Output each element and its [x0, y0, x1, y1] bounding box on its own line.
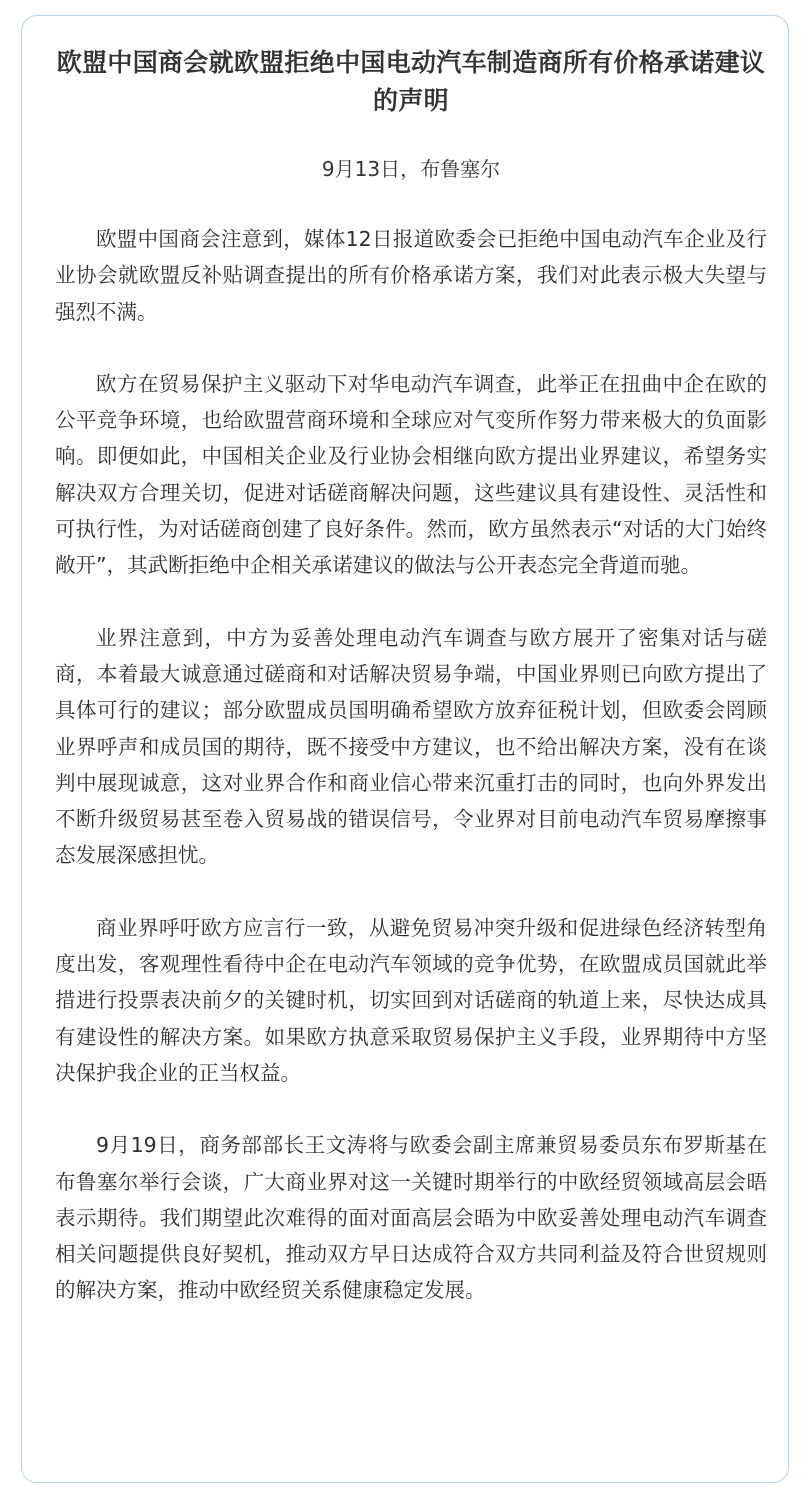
paragraph-1: 欧盟中国商会注意到，媒体12日报道欧委会已拒绝中国电动汽车企业及行业协会就欧盟反补贴调查提出的所有价格承诺方案，我们对此表示极大失望与强烈不满。	[55, 227, 767, 324]
statement-content	[55, 16, 767, 1309]
statement-card	[21, 15, 789, 1483]
paragraph-3: 业界注意到，中方为妥善处理电动汽车调查与欧方展开了密集对话与磋商，本着最大诚意通过磋商和对话解决贸易争端，中国业界则已向欧方提出了具体可行的建议；部分欧盟成员国明确希望欧方放弃征税计划，但欧委会罔顾业界呼声和成员国的期待，既不接受中方建议，也不给出解决方案，没有在谈判中展现诚意，这对业界合作和商业信心带来沉重打击的同时，也向外界发出不断升级贸易甚至卷入贸易战的错误信号，令业界对目前电动汽车贸易摩擦事态发展深感担忧。	[55, 625, 767, 868]
paragraph-5: 9月19日，商务部部长王文涛将与欧委会副主席兼贸易委员东布罗斯基在布鲁塞尔举行会谈，广大商业界对这一关键时期举行的中欧经贸领域高层会晤表示期待。我们期望此次难得的面对面高层会晤为中欧妥善处理电动汽车调查相关问题提供良好契机，推动双方早日达成符合双方共同利益及符合世贸规则的解决方案，推动中欧经贸关系健康稳定发展。	[55, 1133, 767, 1303]
statement-title: 欧盟中国商会就欧盟拒绝中国电动汽车制造商所有价格承诺建议的声明	[56, 48, 766, 115]
paragraph-2: 欧方在贸易保护主义驱动下对华电动汽车调查，此举正在扭曲中企在欧的公平竞争环境，也给欧盟营商环境和全球应对气变所作努力带来极大的负面影响。即便如此，中国相关企业及行业协会相继向欧方提出业界建议，希望务实解决双方合理关切，促进对话磋商解决问题，这些建议具有建设性、灵活性和可执行性，为对话磋商创建了良好条件。然而，欧方虽然表示“对话的大门始终敞开”，其武断拒绝中企相关承诺建议的做法与公开表态完全背道而驰。	[55, 371, 767, 578]
paragraph-4: 商业界呼吁欧方应言行一致，从避免贸易冲突升级和促进绿色经济转型角度出发，客观理性看待中企在电动汽车领域的竞争优势，在欧盟成员国就此举措进行投票表决前夕的关键时机，切实回到对话磋商的轨道上来，尽快达成具有建设性的解决方案。如果欧方执意采取贸易保护主义手段，业界期待中方坚决保护我企业的正当权益。	[55, 915, 767, 1085]
dateline: 9月13日，布鲁塞尔	[321, 157, 501, 181]
